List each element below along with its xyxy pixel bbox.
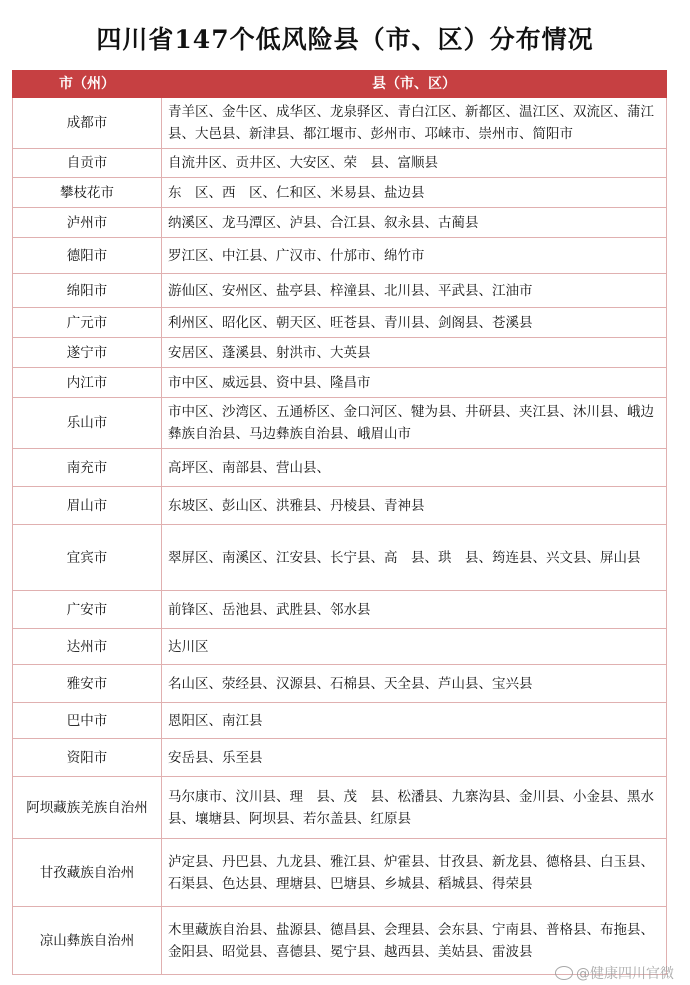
city-cell: 雅安市 — [13, 665, 162, 703]
city-cell: 自贡市 — [13, 149, 162, 178]
districts-cell: 翠屏区、南溪区、江安县、长宁县、高 县、珙 县、筠连县、兴文县、屏山县 — [162, 525, 667, 591]
table-row — [13, 703, 667, 739]
table-row — [13, 739, 667, 777]
districts-cell: 安居区、蓬溪县、射洪市、大英县 — [162, 338, 667, 368]
table-row — [13, 238, 667, 274]
page-title: 四川省147个低风险县（市、区）分布情况 — [96, 25, 594, 54]
table-row — [13, 449, 667, 487]
table-row — [13, 525, 667, 591]
table-row — [13, 178, 667, 208]
weibo-watermark — [555, 963, 674, 983]
table-row — [13, 149, 667, 178]
districts-cell: 罗江区、中江县、广汉市、什邡市、绵竹市 — [162, 238, 667, 274]
table-row — [13, 777, 667, 839]
districts-cell: 高坪区、南部县、营山县、 — [162, 449, 667, 487]
distribution-table — [12, 70, 667, 975]
table-row — [13, 308, 667, 338]
city-cell: 凉山彝族自治州 — [13, 907, 162, 975]
districts-cell: 马尔康市、汶川县、理 县、茂 县、松潘县、九寨沟县、金川县、小金县、黑水县、壤塘县、阿坝县、若尔盖县、红原县 — [162, 777, 667, 839]
city-cell: 德阳市 — [13, 238, 162, 274]
watermark-text: @健康四川官微 — [576, 966, 674, 982]
city-cell: 资阳市 — [13, 739, 162, 777]
city-cell: 南充市 — [13, 449, 162, 487]
header-city: 市（州） — [13, 71, 162, 98]
districts-cell: 市中区、威远县、资中县、隆昌市 — [162, 368, 667, 398]
table-row — [13, 398, 667, 449]
weibo-icon — [555, 966, 573, 980]
city-cell: 攀枝花市 — [13, 178, 162, 208]
districts-cell: 青羊区、金牛区、成华区、龙泉驿区、青白江区、新都区、温江区、双流区、蒲江县、大邑县、新津县、都江堰市、彭州市、邛崃市、崇州市、简阳市 — [162, 98, 667, 149]
table-row — [13, 665, 667, 703]
city-cell: 绵阳市 — [13, 274, 162, 308]
table-row — [13, 591, 667, 629]
districts-cell: 安岳县、乐至县 — [162, 739, 667, 777]
city-cell: 成都市 — [13, 98, 162, 149]
table-row — [13, 98, 667, 149]
districts-cell: 泸定县、丹巴县、九龙县、雅江县、炉霍县、甘孜县、新龙县、德格县、白玉县、石渠县、色达县、理塘县、巴塘县、乡城县、稻城县、得荣县 — [162, 839, 667, 907]
districts-cell: 东坡区、彭山区、洪雅县、丹棱县、青神县 — [162, 487, 667, 525]
table-row — [13, 208, 667, 238]
districts-cell: 名山区、荥经县、汉源县、石棉县、天全县、芦山县、宝兴县 — [162, 665, 667, 703]
city-cell: 甘孜藏族自治州 — [13, 839, 162, 907]
header-districts: 县（市、区） — [162, 71, 667, 98]
table-row — [13, 487, 667, 525]
table-row — [13, 629, 667, 665]
city-cell: 达州市 — [13, 629, 162, 665]
table-row — [13, 274, 667, 308]
city-cell: 泸州市 — [13, 208, 162, 238]
city-cell: 乐山市 — [13, 398, 162, 449]
districts-cell: 游仙区、安州区、盐亭县、梓潼县、北川县、平武县、江油市 — [162, 274, 667, 308]
districts-cell: 纳溪区、龙马潭区、泸县、合江县、叙永县、古蔺县 — [162, 208, 667, 238]
districts-cell: 恩阳区、南江县 — [162, 703, 667, 739]
table-row — [13, 368, 667, 398]
districts-cell: 自流井区、贡井区、大安区、荣 县、富顺县 — [162, 149, 667, 178]
city-cell: 广元市 — [13, 308, 162, 338]
city-cell: 内江市 — [13, 368, 162, 398]
table-header-row — [13, 71, 667, 98]
city-cell: 遂宁市 — [13, 338, 162, 368]
city-cell: 眉山市 — [13, 487, 162, 525]
districts-cell: 市中区、沙湾区、五通桥区、金口河区、犍为县、井研县、夹江县、沐川县、峨边彝族自治县、马边彝族自治县、峨眉山市 — [162, 398, 667, 449]
city-cell: 巴中市 — [13, 703, 162, 739]
districts-cell: 前锋区、岳池县、武胜县、邻水县 — [162, 591, 667, 629]
table-row — [13, 839, 667, 907]
districts-cell: 达川区 — [162, 629, 667, 665]
table-row — [13, 338, 667, 368]
city-cell: 广安市 — [13, 591, 162, 629]
districts-cell: 东 区、西 区、仁和区、米易县、盐边县 — [162, 178, 667, 208]
city-cell: 阿坝藏族羌族自治州 — [13, 777, 162, 839]
districts-cell: 木里藏族自治县、盐源县、德昌县、会理县、会东县、宁南县、普格县、布拖县、金阳县、昭觉县、喜德县、冕宁县、越西县、美姑县、雷波县 — [162, 907, 667, 975]
districts-cell: 利州区、昭化区、朝天区、旺苍县、青川县、剑阁县、苍溪县 — [162, 308, 667, 338]
city-cell: 宜宾市 — [13, 525, 162, 591]
